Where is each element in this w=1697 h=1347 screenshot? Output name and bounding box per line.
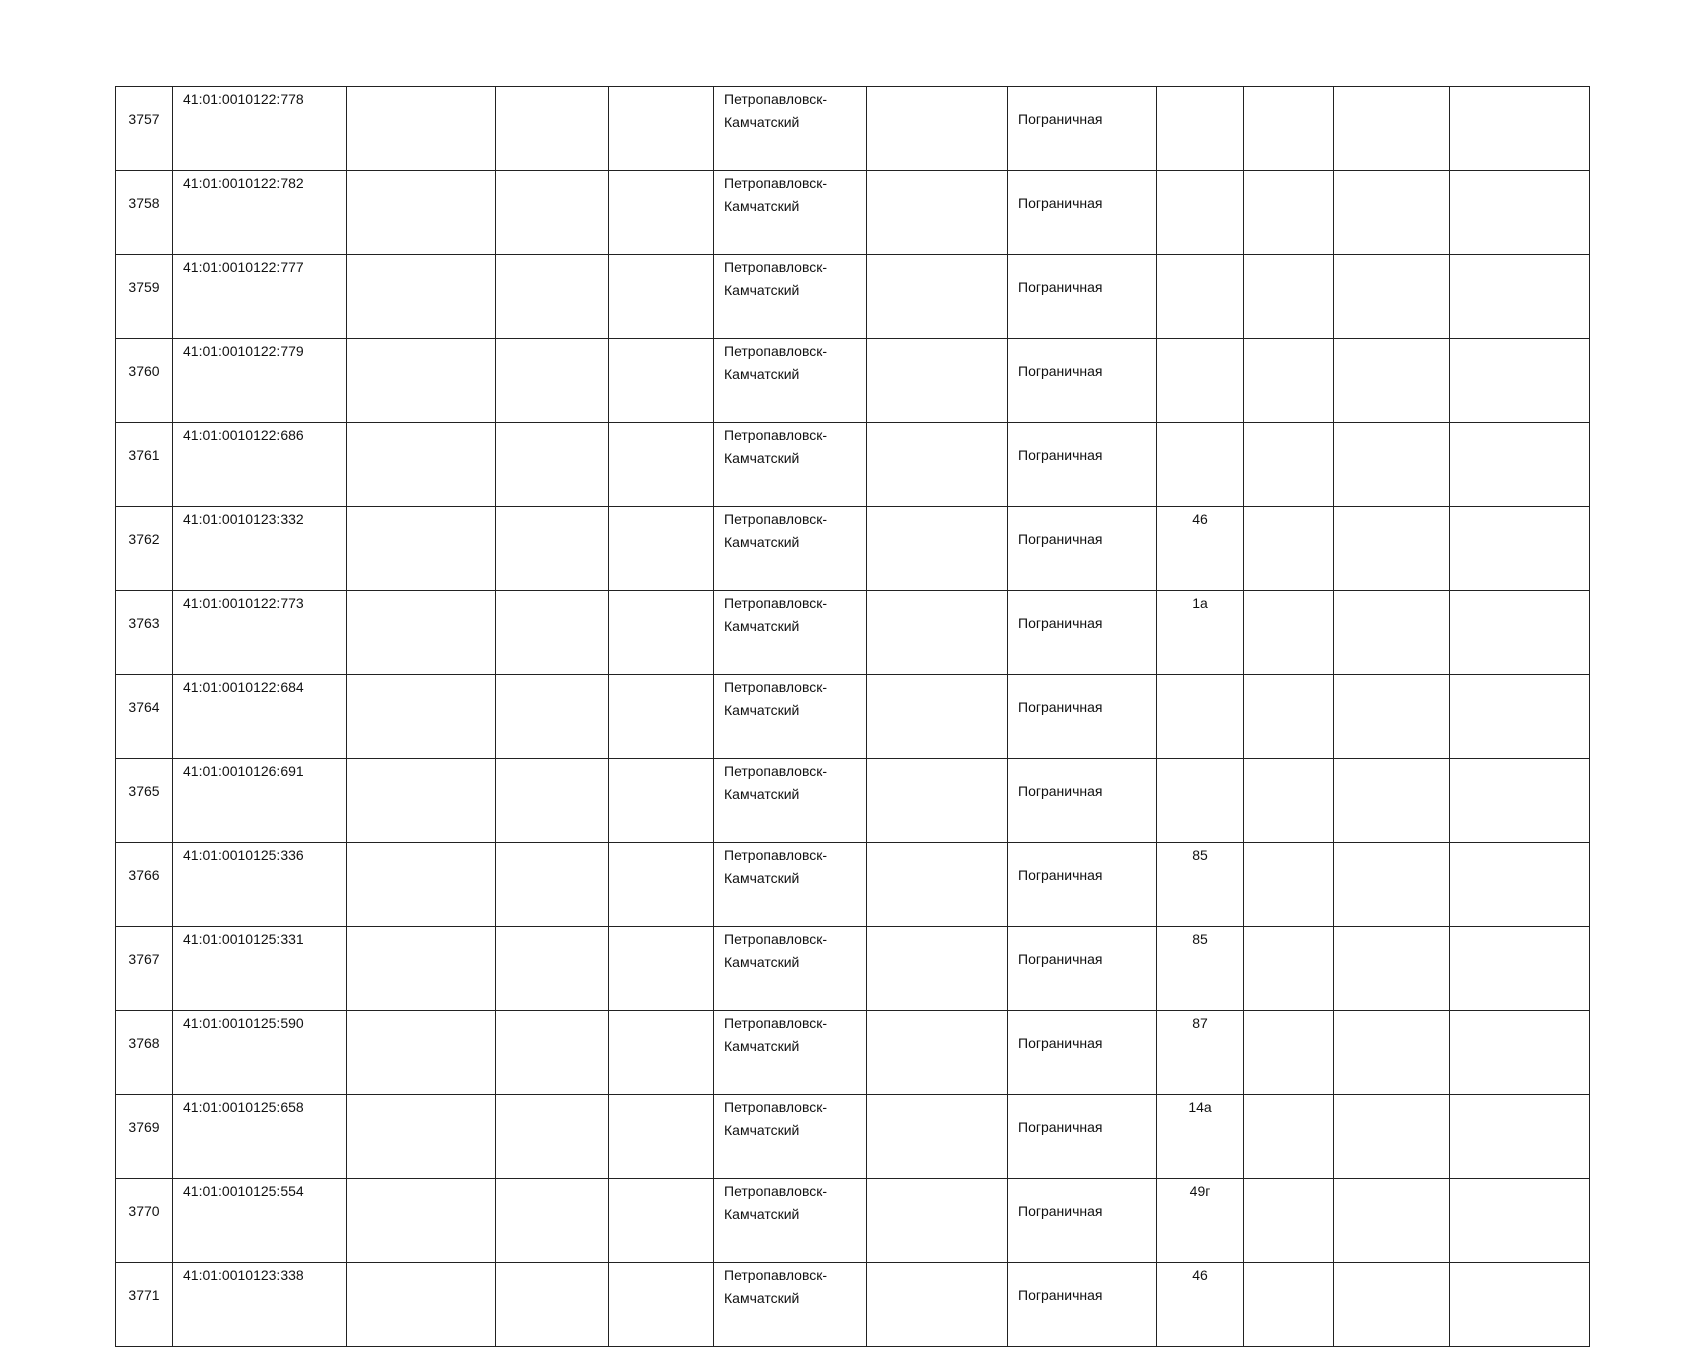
table-row	[116, 759, 1590, 843]
city-cell	[714, 87, 867, 171]
empty-cell	[609, 339, 714, 423]
city-line-2: Камчатский	[724, 1122, 800, 1138]
row-number-cell: 3769	[116, 1095, 173, 1179]
cadastral-number-cell: 41:01:0010125:336	[173, 843, 347, 927]
city-line-2: Камчатский	[724, 366, 800, 382]
empty-cell	[609, 255, 714, 339]
city-line-2: Камчатский	[724, 702, 800, 718]
row-number-cell: 3762	[116, 507, 173, 591]
city-line-1: Петропавловск-	[724, 1099, 828, 1115]
empty-cell	[347, 255, 496, 339]
table-row	[116, 1011, 1590, 1095]
empty-cell	[496, 255, 609, 339]
empty-cell	[496, 171, 609, 255]
house-number-cell: 1а	[1157, 591, 1244, 675]
table-row	[116, 1095, 1590, 1179]
row-number-cell: 3764	[116, 675, 173, 759]
city-line-1: Петропавловск-	[724, 847, 828, 863]
empty-cell	[1334, 843, 1450, 927]
cadastral-number-cell: 41:01:0010125:658	[173, 1095, 347, 1179]
city-cell	[714, 1095, 867, 1179]
empty-cell	[1334, 1011, 1450, 1095]
cadastral-number-cell: 41:01:0010122:684	[173, 675, 347, 759]
house-number-cell: 46	[1157, 1263, 1244, 1347]
city-line-1: Петропавловск-	[724, 511, 828, 527]
row-number-cell: 3768	[116, 1011, 173, 1095]
row-number-cell: 3770	[116, 1179, 173, 1263]
city-line-1: Петропавловск-	[724, 1015, 828, 1031]
empty-cell	[1334, 339, 1450, 423]
cadastral-number-cell: 41:01:0010122:777	[173, 255, 347, 339]
row-number-cell: 3767	[116, 927, 173, 1011]
street-cell: Пограничная	[1008, 1263, 1157, 1347]
empty-cell	[867, 87, 1008, 171]
street-cell: Пограничная	[1008, 927, 1157, 1011]
row-number-cell: 3763	[116, 591, 173, 675]
city-line-1: Петропавловск-	[724, 175, 828, 191]
city-line-1: Петропавловск-	[724, 931, 828, 947]
house-number-cell	[1157, 255, 1244, 339]
empty-cell	[609, 171, 714, 255]
street-cell: Пограничная	[1008, 507, 1157, 591]
empty-cell	[609, 87, 714, 171]
empty-cell	[609, 1011, 714, 1095]
empty-cell	[496, 843, 609, 927]
empty-cell	[1450, 507, 1590, 591]
empty-cell	[867, 1011, 1008, 1095]
city-line-1: Петропавловск-	[724, 763, 828, 779]
city-line-1: Петропавловск-	[724, 91, 828, 107]
empty-cell	[1244, 423, 1334, 507]
row-number-cell: 3760	[116, 339, 173, 423]
empty-cell	[347, 927, 496, 1011]
house-number-cell: 14а	[1157, 1095, 1244, 1179]
empty-cell	[347, 843, 496, 927]
empty-cell	[609, 1179, 714, 1263]
empty-cell	[496, 1011, 609, 1095]
empty-cell	[1450, 423, 1590, 507]
house-number-cell	[1157, 675, 1244, 759]
row-number-cell: 3761	[116, 423, 173, 507]
street-cell: Пограничная	[1008, 423, 1157, 507]
empty-cell	[496, 507, 609, 591]
street-cell: Пограничная	[1008, 87, 1157, 171]
register-table	[115, 86, 1590, 1347]
empty-cell	[496, 1263, 609, 1347]
empty-cell	[609, 507, 714, 591]
house-number-cell	[1157, 339, 1244, 423]
street-cell: Пограничная	[1008, 171, 1157, 255]
empty-cell	[609, 675, 714, 759]
street-cell: Пограничная	[1008, 1179, 1157, 1263]
city-line-2: Камчатский	[724, 1038, 800, 1054]
empty-cell	[347, 339, 496, 423]
empty-cell	[1450, 1179, 1590, 1263]
street-cell: Пограничная	[1008, 843, 1157, 927]
empty-cell	[1334, 759, 1450, 843]
city-cell	[714, 171, 867, 255]
street-cell: Пограничная	[1008, 675, 1157, 759]
city-line-2: Камчатский	[724, 618, 800, 634]
city-cell	[714, 1179, 867, 1263]
cadastral-number-cell: 41:01:0010122:778	[173, 87, 347, 171]
empty-cell	[867, 255, 1008, 339]
city-line-2: Камчатский	[724, 534, 800, 550]
empty-cell	[1244, 759, 1334, 843]
table-row	[116, 507, 1590, 591]
house-number-cell: 85	[1157, 927, 1244, 1011]
empty-cell	[1450, 1011, 1590, 1095]
empty-cell	[1244, 1011, 1334, 1095]
house-number-cell	[1157, 423, 1244, 507]
empty-cell	[1334, 927, 1450, 1011]
table-row	[116, 87, 1590, 171]
table-row	[116, 843, 1590, 927]
empty-cell	[1334, 675, 1450, 759]
cadastral-number-cell: 41:01:0010122:773	[173, 591, 347, 675]
city-cell	[714, 759, 867, 843]
house-number-cell: 87	[1157, 1011, 1244, 1095]
empty-cell	[867, 1263, 1008, 1347]
street-cell: Пограничная	[1008, 1095, 1157, 1179]
empty-cell	[609, 759, 714, 843]
empty-cell	[496, 591, 609, 675]
empty-cell	[1334, 1095, 1450, 1179]
empty-cell	[1334, 591, 1450, 675]
city-line-2: Камчатский	[724, 198, 800, 214]
cadastral-number-cell: 41:01:0010126:691	[173, 759, 347, 843]
empty-cell	[1334, 423, 1450, 507]
city-cell	[714, 255, 867, 339]
empty-cell	[496, 339, 609, 423]
empty-cell	[1450, 87, 1590, 171]
empty-cell	[1450, 759, 1590, 843]
empty-cell	[347, 1179, 496, 1263]
city-cell	[714, 591, 867, 675]
empty-cell	[1244, 927, 1334, 1011]
empty-cell	[347, 591, 496, 675]
empty-cell	[496, 1095, 609, 1179]
table-row	[116, 1263, 1590, 1347]
empty-cell	[1450, 339, 1590, 423]
table-row	[116, 339, 1590, 423]
city-line-1: Петропавловск-	[724, 259, 828, 275]
empty-cell	[347, 1095, 496, 1179]
city-cell	[714, 1263, 867, 1347]
street-cell: Пограничная	[1008, 759, 1157, 843]
city-cell	[714, 423, 867, 507]
row-number-cell: 3765	[116, 759, 173, 843]
empty-cell	[1244, 675, 1334, 759]
empty-cell	[867, 1095, 1008, 1179]
city-line-2: Камчатский	[724, 786, 800, 802]
empty-cell	[347, 1011, 496, 1095]
empty-cell	[609, 591, 714, 675]
cadastral-number-cell: 41:01:0010125:554	[173, 1179, 347, 1263]
city-cell	[714, 1011, 867, 1095]
empty-cell	[1450, 675, 1590, 759]
empty-cell	[609, 843, 714, 927]
empty-cell	[347, 759, 496, 843]
empty-cell	[1244, 87, 1334, 171]
cadastral-number-cell: 41:01:0010123:338	[173, 1263, 347, 1347]
empty-cell	[347, 675, 496, 759]
city-line-1: Петропавловск-	[724, 1267, 828, 1283]
city-line-2: Камчатский	[724, 1206, 800, 1222]
empty-cell	[347, 423, 496, 507]
empty-cell	[347, 87, 496, 171]
empty-cell	[1244, 507, 1334, 591]
empty-cell	[867, 507, 1008, 591]
empty-cell	[1450, 927, 1590, 1011]
table-row	[116, 675, 1590, 759]
empty-cell	[496, 927, 609, 1011]
empty-cell	[867, 423, 1008, 507]
table-row	[116, 423, 1590, 507]
empty-cell	[347, 507, 496, 591]
city-line-1: Петропавловск-	[724, 343, 828, 359]
city-line-1: Петропавловск-	[724, 427, 828, 443]
empty-cell	[867, 591, 1008, 675]
empty-cell	[1244, 255, 1334, 339]
city-cell	[714, 675, 867, 759]
table-row	[116, 1179, 1590, 1263]
empty-cell	[1334, 1179, 1450, 1263]
empty-cell	[1334, 255, 1450, 339]
empty-cell	[1450, 1095, 1590, 1179]
empty-cell	[496, 675, 609, 759]
cadastral-number-cell: 41:01:0010125:590	[173, 1011, 347, 1095]
empty-cell	[1244, 171, 1334, 255]
empty-cell	[1450, 255, 1590, 339]
city-line-1: Петропавловск-	[724, 595, 828, 611]
table-row	[116, 171, 1590, 255]
empty-cell	[1334, 87, 1450, 171]
house-number-cell: 85	[1157, 843, 1244, 927]
street-cell: Пограничная	[1008, 255, 1157, 339]
cadastral-number-cell: 41:01:0010122:686	[173, 423, 347, 507]
empty-cell	[496, 759, 609, 843]
empty-cell	[496, 1179, 609, 1263]
cadastral-number-cell: 41:01:0010122:779	[173, 339, 347, 423]
empty-cell	[1244, 339, 1334, 423]
empty-cell	[867, 843, 1008, 927]
city-line-2: Камчатский	[724, 870, 800, 886]
city-cell	[714, 843, 867, 927]
cadastral-number-cell: 41:01:0010122:782	[173, 171, 347, 255]
empty-cell	[1334, 1263, 1450, 1347]
empty-cell	[609, 927, 714, 1011]
street-cell: Пограничная	[1008, 591, 1157, 675]
empty-cell	[1334, 171, 1450, 255]
empty-cell	[347, 171, 496, 255]
row-number-cell: 3771	[116, 1263, 173, 1347]
table-row	[116, 255, 1590, 339]
city-cell	[714, 507, 867, 591]
house-number-cell	[1157, 87, 1244, 171]
row-number-cell: 3758	[116, 171, 173, 255]
city-line-2: Камчатский	[724, 1290, 800, 1306]
city-line-2: Камчатский	[724, 282, 800, 298]
cadastral-number-cell: 41:01:0010125:331	[173, 927, 347, 1011]
house-number-cell: 46	[1157, 507, 1244, 591]
empty-cell	[867, 927, 1008, 1011]
empty-cell	[609, 423, 714, 507]
empty-cell	[1244, 1095, 1334, 1179]
empty-cell	[867, 171, 1008, 255]
city-line-2: Камчатский	[724, 954, 800, 970]
city-cell	[714, 339, 867, 423]
empty-cell	[867, 759, 1008, 843]
empty-cell	[609, 1263, 714, 1347]
table-row	[116, 591, 1590, 675]
table-row	[116, 927, 1590, 1011]
empty-cell	[1450, 1263, 1590, 1347]
row-number-cell: 3757	[116, 87, 173, 171]
house-number-cell	[1157, 171, 1244, 255]
empty-cell	[1244, 1179, 1334, 1263]
empty-cell	[1244, 843, 1334, 927]
row-number-cell: 3766	[116, 843, 173, 927]
city-line-2: Камчатский	[724, 450, 800, 466]
empty-cell	[1450, 591, 1590, 675]
row-number-cell: 3759	[116, 255, 173, 339]
cadastral-number-cell: 41:01:0010123:332	[173, 507, 347, 591]
empty-cell	[867, 675, 1008, 759]
empty-cell	[496, 87, 609, 171]
city-line-1: Петропавловск-	[724, 679, 828, 695]
street-cell: Пограничная	[1008, 1011, 1157, 1095]
empty-cell	[1244, 591, 1334, 675]
empty-cell	[867, 1179, 1008, 1263]
city-line-1: Петропавловск-	[724, 1183, 828, 1199]
empty-cell	[867, 339, 1008, 423]
empty-cell	[1450, 171, 1590, 255]
house-number-cell: 49г	[1157, 1179, 1244, 1263]
empty-cell	[347, 1263, 496, 1347]
street-cell: Пограничная	[1008, 339, 1157, 423]
empty-cell	[609, 1095, 714, 1179]
city-line-2: Камчатский	[724, 114, 800, 130]
city-cell	[714, 927, 867, 1011]
empty-cell	[1450, 843, 1590, 927]
empty-cell	[1244, 1263, 1334, 1347]
house-number-cell	[1157, 759, 1244, 843]
empty-cell	[1334, 507, 1450, 591]
empty-cell	[496, 423, 609, 507]
